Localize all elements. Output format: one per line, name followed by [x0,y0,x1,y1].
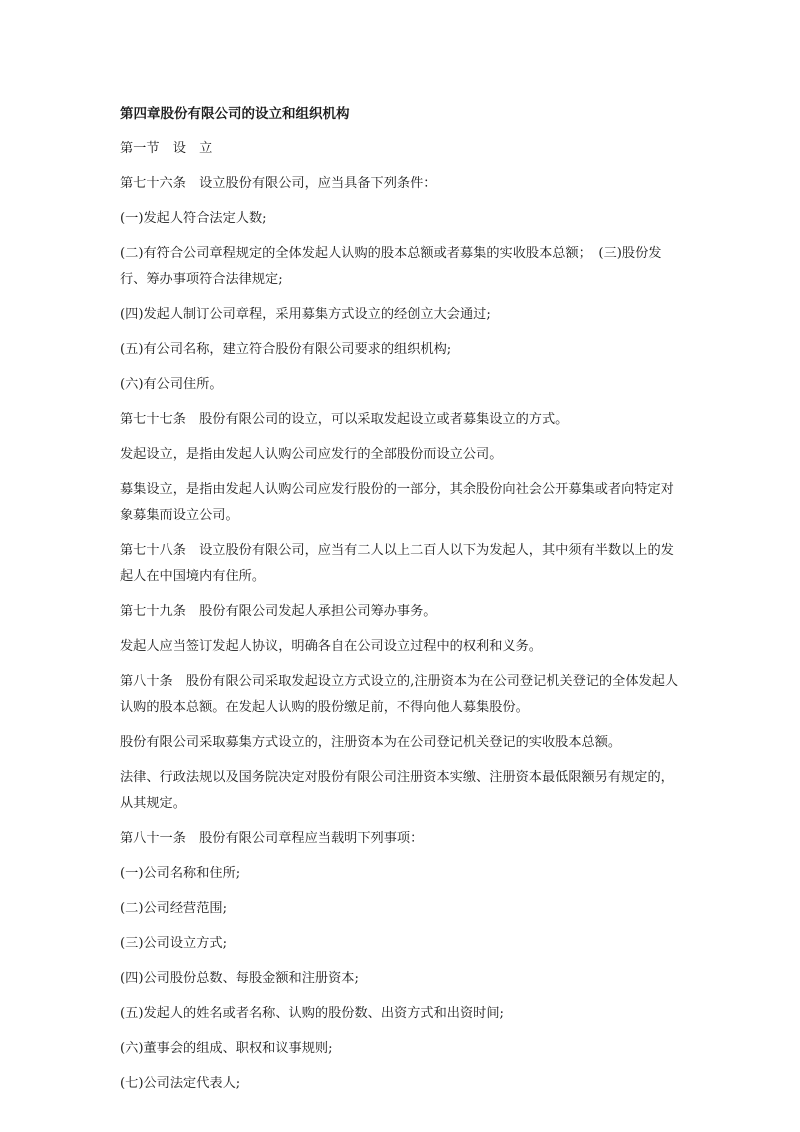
article-76-item-5: (五)有公司名称，建立符合股份有限公司要求的组织机构; [120,342,452,357]
section-heading: 第一节 设 立 [120,141,213,156]
article-81-item-2: (二)公司经营范围; [120,901,228,916]
article-76-item-2-3: (二)有符合公司章程规定的全体发起人认购的股本总额或者募集的实收股本总额； (三)股份发行、筹办事项符合法律规定; [120,246,662,287]
article-77-para-2: 发起设立，是指由发起人认购公司应发行的全部股份而设立公司。 [120,447,503,462]
article-77-para-3: 募集设立，是指由发起人认购公司应发行股份的一部分，其余股份向社会公开募集或者向特定对象募集而设立公司。 [120,482,674,523]
article-76: 第七十六条 设立股份有限公司，应当具备下列条件： [120,176,437,191]
document-body [120,101,680,1106]
article-76-item-1: (一)发起人符合法定人数; [120,211,267,226]
article-80-para-2: 股份有限公司采取募集方式设立的，注册资本为在公司登记机关登记的实收股本总额。 [120,735,622,750]
article-81-item-1: (一)公司名称和住所; [120,866,241,881]
article-76-item-6: (六)有公司住所。 [120,377,223,392]
article-79: 第七十九条 股份有限公司发起人承担公司筹办事务。 [120,604,437,619]
article-81-item-6: (六)董事会的组成、职权和议事规则; [120,1041,333,1056]
article-81-item-7: (七)公司法定代表人; [120,1076,241,1091]
article-76-item-4: (四)发起人制订公司章程，采用募集方式设立的经创立大会通过; [120,307,491,322]
article-80-para-3: 法律、行政法规以及国务院决定对股份有限公司注册资本实缴、注册资本最低限额另有规定的，从其规定。 [120,770,674,811]
article-79-para-2: 发起人应当签订发起人协议，明确各自在公司设立过程中的权利和义务。 [120,639,542,654]
article-80: 第八十条 股份有限公司采取发起设立方式设立的,注册资本为在公司登记机关登记的全体发起人认购的股本总额。在发起人认购的股份缴足前，不得向他人募集股份。 [120,674,679,715]
article-81-item-5: (五)发起人的姓名或者名称、认购的股份数、出资方式和出资时间; [120,1006,504,1021]
article-81: 第八十一条 股份有限公司章程应当载明下列事项： [120,831,424,846]
chapter-title: 第四章股份有限公司的设立和组织机构 [120,106,350,122]
article-81-item-4: (四)公司股份总数、每股金额和注册资本; [120,971,359,986]
article-81-item-3: (三)公司设立方式; [120,936,228,951]
article-77: 第七十七条 股份有限公司的设立，可以采取发起设立或者募集设立的方式。 [120,412,569,427]
article-78: 第七十八条 设立股份有限公司，应当有二人以上二百人以下为发起人，其中须有半数以上的发起人在中国境内有住所。 [120,543,674,584]
